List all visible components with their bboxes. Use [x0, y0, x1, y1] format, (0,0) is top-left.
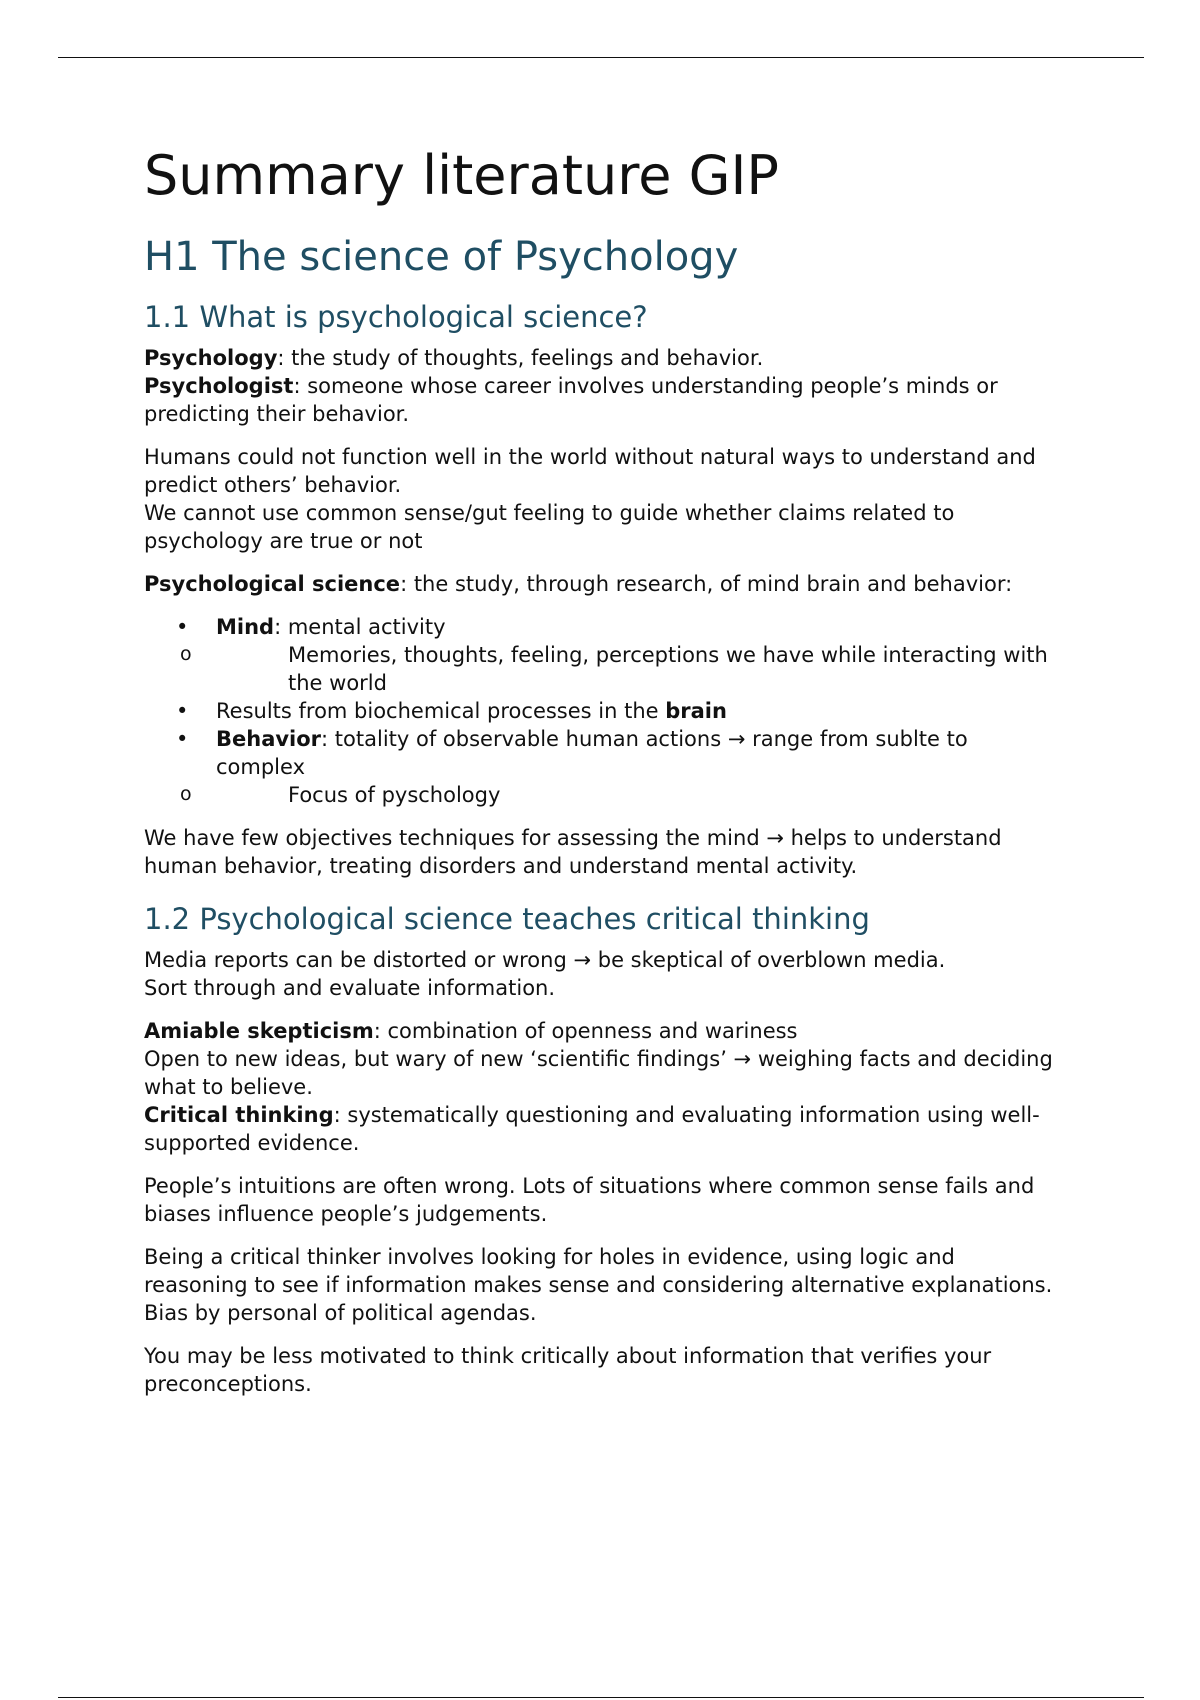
paragraph: We cannot use common sense/gut feeling to guide whether claims related to psychology are true or not — [144, 501, 955, 553]
definition-psychologist — [144, 372, 1060, 428]
term-brain: brain — [665, 699, 727, 723]
term-critical-thinking: Critical thinking — [144, 1103, 334, 1127]
bullet-icon: • — [176, 727, 189, 751]
header-rule — [58, 57, 1144, 58]
footer-rule — [58, 1697, 1144, 1698]
definition-critical-thinking — [144, 1101, 1060, 1157]
paragraph: Sort through and evaluate information. — [144, 976, 556, 1000]
definition-text: : the study, through research, of mind brain and behavior: — [400, 572, 1013, 596]
definition-psychology — [144, 344, 1060, 372]
paragraph: Open to new ideas, but wary of new ‘scientific findings’ → weighing facts and deciding what to believe. — [144, 1047, 1053, 1099]
term-psychologist: Psychologist — [144, 374, 294, 398]
paragraph: Media reports can be distorted or wrong → be skeptical of overblown media. — [144, 948, 946, 972]
paragraph: You may be less motivated to think critically about information that verifies your preconceptions. — [144, 1344, 992, 1396]
definition-text: : systematically questioning and evaluating information using well-supported evidence. — [144, 1103, 1040, 1155]
list-item — [144, 697, 1060, 725]
definition-text: : the study of thoughts, feelings and behavior. — [277, 346, 764, 370]
definition-text: : combination of openness and wariness — [373, 1019, 798, 1043]
sub-list — [180, 641, 1060, 697]
paragraph: Bias by personal of political agendas. — [144, 1301, 537, 1325]
paragraph: We have few objectives techniques for assessing the mind → helps to understand human behavior, treating disorders and understand mental activity. — [144, 826, 1002, 878]
term-behavior: Behavior — [216, 727, 322, 751]
sub-bullet-icon: o — [180, 783, 192, 805]
paragraph: Humans could not function well in the world without natural ways to understand and predict others’ behavior. — [144, 445, 1036, 497]
list-item — [144, 725, 1060, 809]
sub-bullet-icon: o — [180, 643, 192, 665]
definition-amiable-skepticism — [144, 1017, 1060, 1045]
paragraph: Being a critical thinker involves looking for holes in evidence, using logic and reasoning to see if information makes sense and considering alternative explanations. — [144, 1245, 1053, 1297]
sub-list-item-text: Focus of pyschology — [288, 783, 501, 807]
sub-list — [180, 781, 1060, 809]
document-title: Summary literature GIP — [144, 144, 779, 207]
sub-list-item — [144, 781, 1060, 809]
paragraph: People’s intuitions are often wrong. Lots of situations where common sense fails and biases influence people’s judgements. — [144, 1174, 1035, 1226]
definition-text: : someone whose career involves understanding people’s minds or predicting their behavior. — [144, 374, 998, 426]
document-body — [144, 138, 1060, 1398]
definition-psychological-science — [144, 570, 1060, 598]
section-heading-1-1: 1.1 What is psychological science? — [144, 300, 648, 334]
term-mind: Mind — [216, 615, 275, 639]
bullet-icon: • — [176, 615, 189, 639]
term-psychology: Psychology — [144, 346, 278, 370]
bullet-list — [144, 613, 1060, 809]
list-item-text: : totality of observable human actions → range from sublte to complex — [216, 727, 968, 779]
section-heading-1-2: 1.2 Psychological science teaches critical thinking — [144, 902, 870, 936]
term-psychological-science: Psychological science — [144, 572, 401, 596]
term-amiable-skepticism: Amiable skepticism — [144, 1019, 374, 1043]
list-item-text: Results from biochemical processes in the — [216, 699, 666, 723]
sub-list-item-text: Memories, thoughts, feeling, perceptions we have while interacting with the world — [288, 643, 1048, 695]
sub-list-item — [144, 641, 1060, 697]
bullet-icon: • — [176, 699, 189, 723]
list-item-text: : mental activity — [274, 615, 446, 639]
chapter-heading: H1 The science of Psychology — [144, 234, 739, 280]
list-item — [144, 613, 1060, 697]
